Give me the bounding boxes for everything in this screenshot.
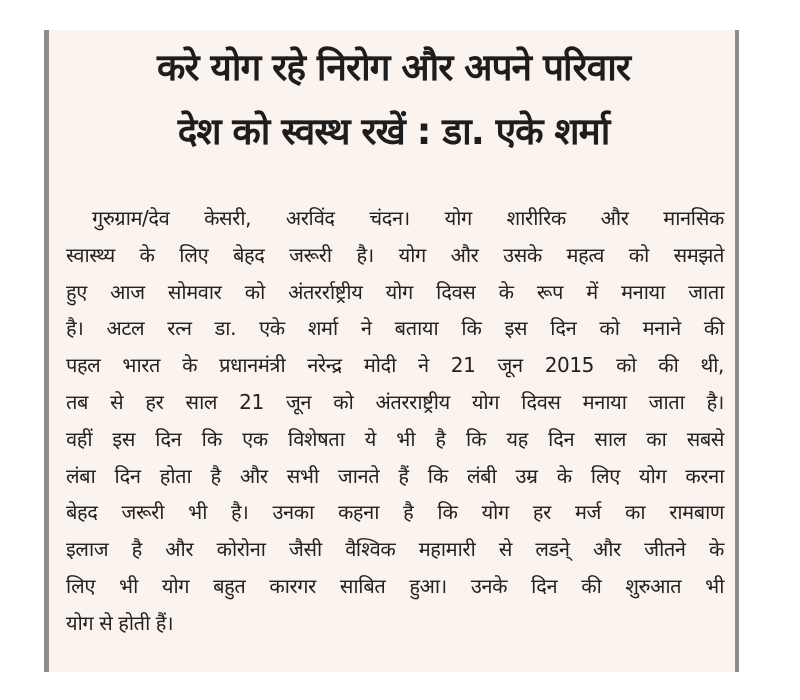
body-line: बेहद जरूरी भी है। उनका कहना है कि योग हर मर्ज का रामबाण bbox=[66, 500, 724, 525]
body-line: लिए भी योग बहुत कारगर साबित हुआ। उनके दिन की शुरुआत भी bbox=[66, 573, 724, 598]
article-body bbox=[66, 200, 724, 642]
body-line: स्वास्थ्य के लिए बेहद जरूरी है। योग और उसके महत्व को समझते bbox=[66, 242, 724, 267]
left-column-rule bbox=[44, 30, 49, 672]
body-line: गुरुग्राम/देव केसरी, अरविंद चंदन। योग शारीरिक और मानसिक bbox=[92, 206, 724, 230]
body-line: तब से हर साल 21 जून को अंतरराष्ट्रीय योग दिवस मनाया जाता है। bbox=[66, 389, 724, 414]
article-headline bbox=[52, 36, 735, 164]
body-line: हुए आज सोमवार को अंतरर्राष्ट्रीय योग दिवस के रूप में मनाया जाता bbox=[66, 279, 724, 304]
body-line: योग से होती हैं। bbox=[66, 610, 174, 635]
body-line: इलाज है और कोरोना जैसी वैश्विक महामारी से लडने् और जीतने के bbox=[66, 537, 724, 562]
headline-line: देश को स्वस्थ रखें : डा. एके शर्मा bbox=[177, 110, 610, 153]
body-line: वहीं इस दिन कि एक विशेषता ये भी है कि यह दिन साल का सबसे bbox=[66, 426, 724, 451]
right-column-rule bbox=[735, 30, 739, 672]
body-line: लंबा दिन होता है और सभी जानते हैं कि लंबी उम्र के लिए योग करना bbox=[66, 463, 724, 488]
body-line: है। अटल रत्न डा. एके शर्मा ने बताया कि इस दिन को मनाने की bbox=[66, 316, 724, 341]
body-line: पहल भारत के प्रधानमंत्री नरेन्द्र मोदी ने 21 जून 2015 को की थी, bbox=[66, 353, 724, 378]
headline-line: करे योग रहे निरोग और अपने परिवार bbox=[157, 46, 630, 89]
